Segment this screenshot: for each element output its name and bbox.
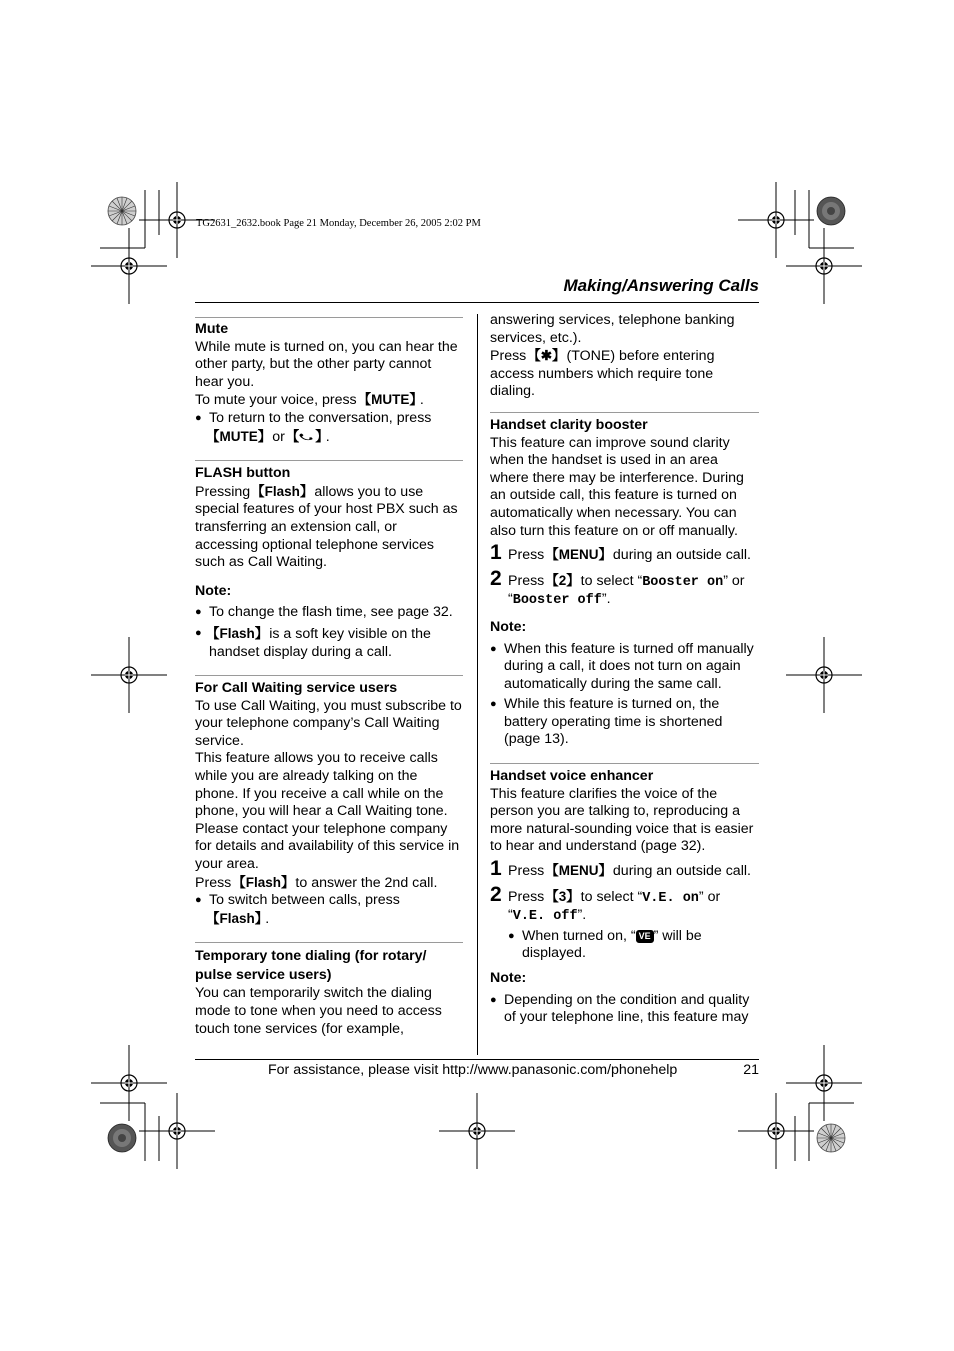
mute-instruction: To mute your voice, press 【 MUTE 】 . — [195, 391, 463, 410]
flash-heading: FLASH button — [195, 465, 291, 482]
star-key: 【 ✱ 】 — [530, 348, 562, 363]
flash-key: 【 Flash 】 — [209, 911, 265, 926]
menu-key: 【 MENU 】 — [548, 863, 609, 878]
flash-key: 【 Flash 】 — [254, 484, 310, 499]
assistance-text: For assistance, please visit http://www.panasonic.com/phonehelp — [268, 1062, 678, 1078]
section-rule — [195, 317, 463, 318]
voice-enhancer-icon: VE — [636, 930, 654, 943]
enhancer-paragraph: This feature clarifies the voice of the person you are talking to, reproducing a more natural-sounding voice that is easier to hear and understand (page 32). — [490, 785, 754, 855]
flash-key: 【 Flash 】 — [235, 875, 291, 890]
tone-continued-paragraph: answering services, telephone banking services, etc.). — [490, 312, 735, 346]
note-heading: Note: — [490, 618, 527, 635]
list-item: ● While this feature is turned on, the battery operating time is shortened (page 13). — [490, 696, 723, 748]
list-item: ● Depending on the condition and quality of your telephone line, this feature may — [490, 991, 750, 1026]
footer-rule — [195, 1059, 759, 1060]
section-rule — [195, 942, 463, 943]
callwaiting-paragraph-2: This feature allows you to receive calls while you are already talking on the phone. If you receive a call while on the phone, you will hear a Call Waiting tone. Please contact your telephone company for details and availability of this service in your area. — [195, 750, 460, 873]
tone-paragraph: You can temporarily switch the dialing mode to tone when you need to access touch tone services (for example, — [195, 985, 442, 1037]
book-id-line: TG2631_2632.book Page 21 Monday, December 26, 2005 2:02 PM — [196, 218, 481, 229]
flash-key: 【 Flash 】 — [209, 626, 265, 641]
tone-heading: Temporary tone dialing (for rotary/ pulse service users) — [195, 948, 427, 984]
list-item: ● When this feature is turned off manually during a call, it does not turn on again automatically during the same call. — [490, 640, 754, 692]
step-item: 2 Press 【 3 】 to select “V.E. on” or “V.E. off”. — [490, 886, 759, 926]
number-key: 【 3 】 — [548, 889, 577, 904]
enhancer-heading: Handset voice enhancer — [490, 768, 654, 785]
handset-icon — [299, 430, 315, 442]
list-item: ● To return to the conversation, press 【 MUTE 】 or 【 】 . — [195, 410, 463, 446]
flash-paragraph: Pressing 【 Flash 】 allows you to use special features of your host PBX such as transferring an extension call, or accessing optional telephone services such as Call Waiting. — [195, 483, 463, 572]
list-item: ● When turned on, “ VE ” will be displayed. — [508, 927, 702, 962]
section-title: Making/Answering Calls — [563, 276, 759, 295]
mute-paragraph: While mute is turned on, you can hear the other party, but the other party cannot hear you. — [195, 338, 458, 390]
section-rule — [195, 460, 463, 461]
tone-instruction: Press 【 ✱ 】 (TONE) before entering access numbers which require tone dialing. — [490, 347, 759, 401]
column-divider — [477, 314, 478, 1055]
booster-paragraph: This feature can improve sound clarity when the handset is used in an area where there may be interference. During an outside call, this feature is turned on automatically when necessary. You can also turn this feature on or off manually. — [490, 434, 744, 539]
mute-key: 【 MUTE 】 — [209, 429, 268, 444]
section-rule — [490, 412, 759, 413]
left-column — [195, 320, 463, 1038]
talk-key — [289, 429, 326, 444]
note-heading: Note: — [490, 970, 527, 986]
callwaiting-heading: For Call Waiting service users — [195, 680, 398, 697]
page-number: 21 — [743, 1062, 759, 1078]
section-rule — [490, 763, 759, 764]
step-item: 2 Press 【 2 】 to select “Booster on” or “Booster off”. — [490, 570, 759, 610]
header-rule — [195, 302, 759, 303]
right-column — [490, 312, 759, 1030]
mute-heading: Mute — [195, 321, 229, 337]
step-item: 1 Press 【 MENU 】 during an outside call. — [490, 860, 759, 881]
list-item: ● To change the flash time, see page 32. — [195, 604, 453, 621]
list-item: ● To switch between calls, press 【 Flash 】 . — [195, 892, 463, 928]
section-rule — [195, 675, 463, 676]
menu-key: 【 MENU 】 — [548, 547, 609, 562]
mute-key: 【 MUTE 】 — [361, 392, 420, 407]
callwaiting-paragraph-1: To use Call Waiting, you must subscribe to your telephone company’s Call Waiting service. — [195, 697, 462, 749]
list-item: ● 【 Flash 】 is a soft key visible on the handset display during a call. — [195, 625, 463, 661]
note-heading: Note: — [195, 582, 232, 599]
number-key: 【 2 】 — [548, 573, 577, 588]
booster-heading: Handset clarity booster — [490, 416, 648, 433]
callwaiting-paragraph-3: Press 【 Flash 】 to answer the 2nd call. — [195, 874, 463, 893]
step-item: 1 Press 【 MENU 】 during an outside call. — [490, 544, 759, 565]
